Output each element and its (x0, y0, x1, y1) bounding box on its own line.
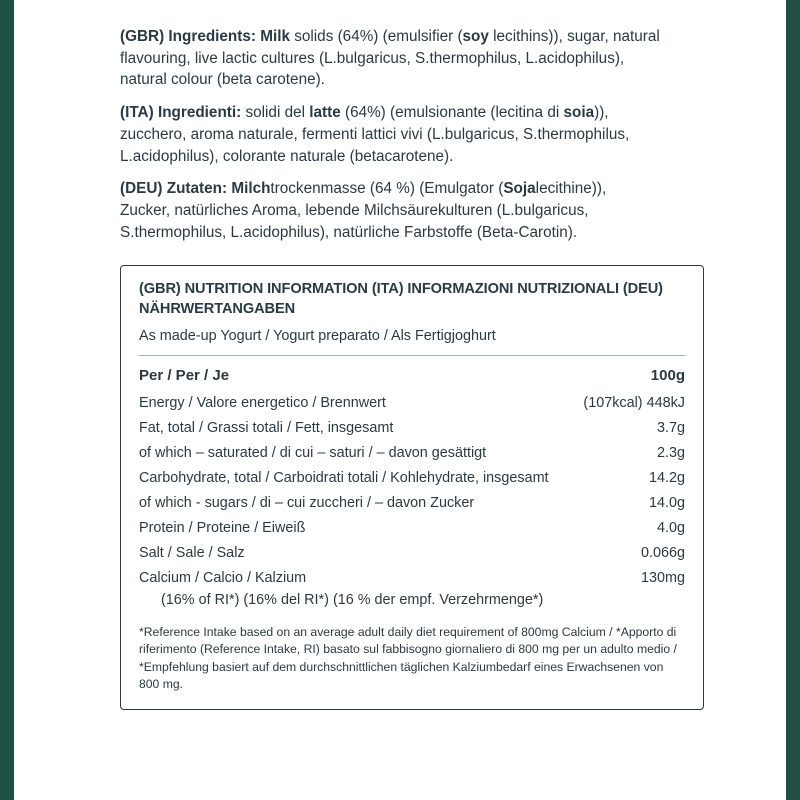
table-row (139, 565, 685, 590)
table-header-value: 100g (650, 367, 685, 385)
row-value: 14.2g (648, 470, 685, 487)
row-value: 130mg (640, 569, 685, 586)
row-label: Carbohydrate, total / Carboidrati totali / Kohlehydrate, insgesamt (139, 470, 549, 487)
row-label: Protein / Proteine / Eiweiß (139, 519, 306, 536)
table-row (139, 466, 685, 491)
row-value: 14.0g (648, 495, 685, 512)
ingredients-block (120, 26, 660, 243)
label-content (14, 0, 786, 710)
row-label: of which - sugars / di – cui zuccheri / – davon Zucker (139, 495, 475, 512)
nutrition-information-panel (120, 265, 704, 710)
table-header-label: Per / Per / Je (139, 367, 230, 385)
row-value: (107kcal) 448kJ (583, 395, 685, 412)
row-label: Calcium / Calcio / Kalzium (139, 569, 307, 586)
nutrition-divider (139, 355, 685, 356)
row-value: 3.7g (656, 420, 685, 437)
table-row (139, 391, 685, 416)
reference-intake-row (139, 590, 685, 613)
nutrition-table (139, 364, 685, 613)
ingredients-paragraph-ita: (ITA) Ingredienti: solidi del latte (64%) (emulsionante (lecitina di soia)), zucchero, aroma naturale, fermenti lattici vivi (L.bulgaricus, S.thermophilus, L.acidophilus), colorante naturale (betacarotene). (120, 104, 630, 165)
table-row (139, 416, 685, 441)
table-row (139, 491, 685, 516)
row-label: Energy / Valore energetico / Brennwert (139, 395, 386, 412)
nutrition-panel-title: (GBR) NUTRITION INFORMATION (ITA) INFORMAZIONI NUTRIZIONALI (DEU) NÄHRWERTANGABEN (139, 281, 663, 317)
row-label: Salt / Sale / Salz (139, 544, 245, 561)
nutrition-footnote: *Reference Intake based on an average adult daily diet requirement of 800mg Calcium / *Apporto di riferimento (Reference Intake, RI) basato sul fabbisogno giornaliero di 800 mg per un adulto medio / *Empfehlung basiert auf dem durchschnittlichen täglichen Kalziumbedarf eines Erwachsenen von 800 mg. (139, 624, 677, 691)
ingredients-paragraph-gbr: (GBR) Ingredients: Milk solids (64%) (emulsifier (soy lecithins)), sugar, natural flavouring, live lactic cultures (L.bulgaricus, S.thermophilus, L.acidophilus), natural colour (beta carotene). (120, 28, 660, 89)
ingredients-paragraph-deu: (DEU) Zutaten: Milchtrockenmasse (64 %) (Emulgator (Sojalecithine)), Zucker, natürliches Aroma, lebende Milchsäurekulturen (L.bulgaricus, S.thermophilus, L.acidophilus), natürliche Farbstoffe (Beta-Carotin). (120, 180, 607, 241)
table-row (139, 541, 685, 566)
row-value: 2.3g (656, 445, 685, 462)
row-label: of which – saturated / di cui – saturi / – davon gesättigt (139, 445, 487, 462)
reference-intake-note: (16% of RI*) (16% del RI*) (16 % der empf. Verzehrmenge*) (161, 592, 544, 609)
table-row (139, 516, 685, 541)
row-value: 4.0g (656, 519, 685, 536)
nutrition-table-body (139, 364, 685, 613)
table-row (139, 441, 685, 466)
row-value: 0.066g (640, 544, 685, 561)
table-header-row (139, 364, 685, 391)
nutrition-panel-subtitle: As made-up Yogurt / Yogurt preparato / Als Fertigjoghurt (139, 327, 496, 344)
row-label: Fat, total / Grassi totali / Fett, insgesamt (139, 420, 394, 437)
